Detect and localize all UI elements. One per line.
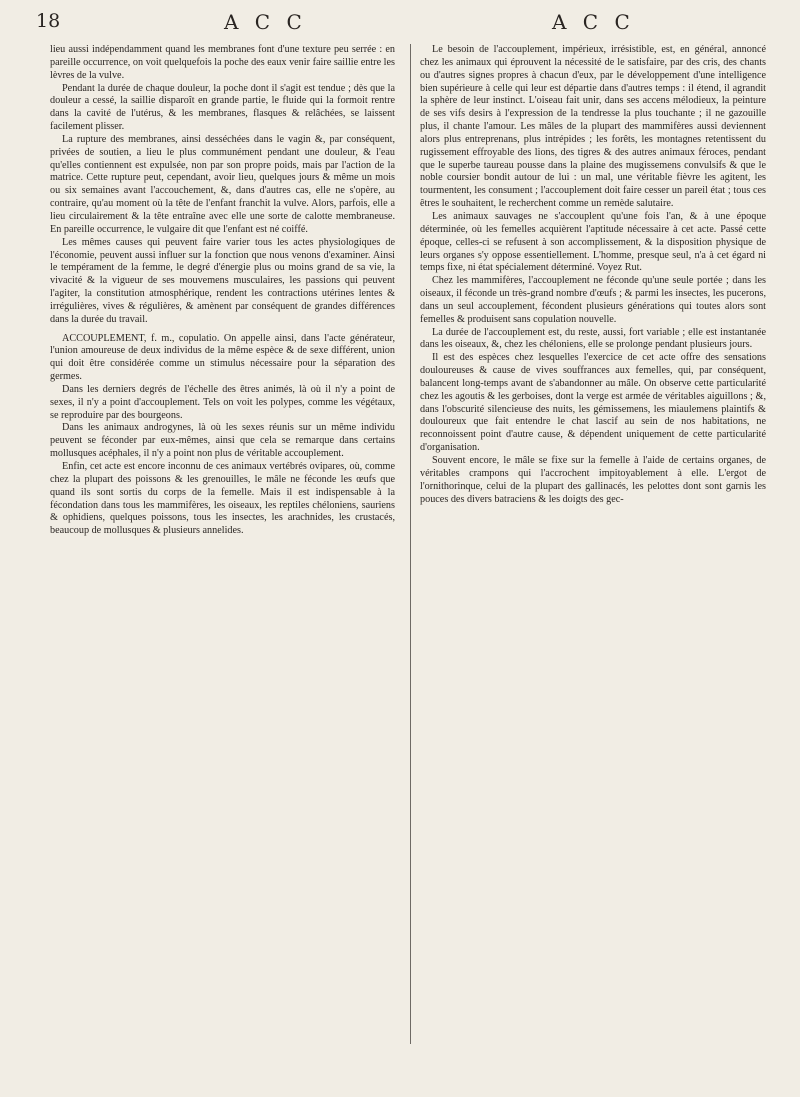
left-column xyxy=(50,44,395,538)
paragraph: Dans les derniers degrés de l'échelle des êtres animés, là où il n'y a point de sexes, il n'y a point d'accouplement. Tels on voit les polypes, comme les végétaux, se reproduire par des bourgeons. xyxy=(50,383,395,421)
paragraph: Enfin, cet acte est encore inconnu de ces animaux vertébrés ovipares, où, comme chez la plupart des poissons & les grenouilles, le mâle ne féconde les œufs que quand ils sont sortis du corps de la femelle. Mais il est indispensable à la fécondation dans tous les mammifères, les oiseaux, les reptiles chéloniens, sauriens & ophidiens, quelques poissons, tous les insectes, les arachnides, les crustacés, beaucoup de mollusques & plusieurs annelides. xyxy=(50,461,395,537)
page-number: 18 xyxy=(36,10,61,32)
paragraph: Les mêmes causes qui peuvent faire varier tous les actes physiologiques de l'économie, peuvent aussi influer sur la fonction que nous venons d'examiner. Ainsi le tempérament de la femme, le degré d'énergie plus ou moins grand de sa vie, la vivacité & la vigueur de ses mouvemens musculaires, les passions qui peuvent l'agiter, la constitution atmosphérique, rendent les contractions utérines lentes & irrégulières, vives & régulières, & amènent par conséquent de grandes différences dans la durée du travail. xyxy=(50,236,395,325)
paragraph: Les animaux sauvages ne s'accouplent qu'une fois l'an, & à une époque déterminée, où les femelles acquièrent l'aptitude nécessaire à cet acte. Passé cette époque, celles-ci se refusent à son accomplissement, & la disposition physique de leurs organes s'y oppose essentiellement. L'homme, presque seul, n'a à cet égard ni temps fixe, ni état spécialement déterminé. Voyez Rut. xyxy=(420,210,766,274)
running-head-left: A C C xyxy=(224,10,307,34)
column-divider xyxy=(410,44,411,1044)
running-head-right: A C C xyxy=(552,10,635,34)
entry-accouplement: ACCOUPLEMENT, f. m., copulatio. On appelle ainsi, dans l'acte générateur, l'union amoureuse de deux individus de la même espèce & de sexe différent, union qui doit être considérée comme un stimulus nécessaire pour la séparation des germes. xyxy=(50,332,395,383)
paragraph: La rupture des membranes, ainsi desséchées dans le vagin &, par conséquent, privées de soutien, a lieu le plus communément pendant une douleur, & l'eau qu'elles contiennent est expulsée, non par son propre poids, mais par l'action de la matrice. Cette rupture peut, cependant, avoir lieu, quelques jours & même un mois ou six semaines avant l'accouchement, &, dans d'autres cas, elle ne s'opère, au contraire, qu'au moment où la tête de l'enfant franchit la vulve. Alors, parfois, elle a lieu circulairement & la tête entraîne avec elle une sorte de calotte membraneuse. En pareille occurrence, le vulgaire dit que l'enfant est né coiffé. xyxy=(50,133,395,235)
paragraph: Il est des espèces chez lesquelles l'exercice de cet acte offre des sensations douloureuses & cause de vives souffrances aux femelles, qui, par conséquent, balancent long-temps avant de s'abandonner au mâle. On observe cette particularité chez les agoutis & les gerboises, dont la verge est armée de véritables aiguillons ; &, dans l'obscurité silencieuse des nuits, les gémissemens, les miaulemens plaintifs & douloureux que fait entendre le chat lascif au sein de nos habitations, ne reconnoissent point d'autre cause, & dépendent uniquement de cette particularité d'organisation. xyxy=(420,352,766,454)
right-column xyxy=(420,44,766,506)
page-header xyxy=(0,6,800,34)
paragraph: Chez les mammifères, l'accouplement ne féconde qu'une seule portée ; dans les oiseaux, il féconde un très-grand nombre d'œufs ; & parmi les insectes, les pucerons, dans un seul accouplement, fécondent plusieurs générations qui toutes alors sont femelles & produisent sans copulation nouvelle. xyxy=(420,275,766,325)
paragraph: Le besoin de l'accouplement, impérieux, irrésistible, est, en général, annoncé chez les animaux qui éprouvent la nécessité de le satisfaire, par des cris, des chants ou d'autres signes propres à chacun d'eux, par le développement d'une intelligence bien supérieure à celle qui leur est départie dans d'autres temps : il étend, il agrandit la sphère de leur instinct. L'oiseau fait unir, dans ses accens mélodieux, la peinture de ses vifs desirs à l'expression de la tendresse la plus touchante ; il ne gazouille plus, il chante l'amour. Les mâles de la plupart des mammifères aussi deviennent alors plus entreprenans, plus intrépides ; les forêts, les montagnes retentissent du rugissement effroyable des lions, des tigres & des autres animaux féroces, pendant que le superbe taureau pousse dans la plaine des mugissemens convulsifs & que le noble coursier bondit autour de lui : un mal, une véritable fièvre les agitent, les tourmentent, les consument ; l'accouplement doit faire cesser un pareil état ; tous ces êtres le souhaitent, le recherchent comme un remède salutaire. xyxy=(420,44,766,210)
paragraph: Pendant la durée de chaque douleur, la poche dont il s'agit est tendue ; dès que la douleur a cessé, la saillie disparoît en grande partie, le fluide qui la formoit rentre dans la cavité de l'utérus, & les membranes, flasques & relâchées, se laissent facilement plisser. xyxy=(50,82,395,133)
paragraph: La durée de l'accouplement est, du reste, aussi, fort variable ; elle est instantanée dans les oiseaux, &, chez les chéloniens, elle se prolonge pendant plusieurs jours. xyxy=(420,326,766,351)
paragraph: lieu aussi indépendamment quand les membranes font d'une texture peu serrée : en pareille occurrence, on voit quelquefois la poche des eaux venir faire saillie entre les lèvres de la vulve. xyxy=(50,44,395,81)
paragraph: Souvent encore, le mâle se fixe sur la femelle à l'aide de certains organes, de véritables crampons qui l'accrochent impitoyablement à elle. L'ergot de l'ornithorinque, celui de la plupart des gallinacés, les pelottes dont sont garnis les pouces des divers batraciens & les doigts des gec- xyxy=(420,455,766,505)
paragraph: Dans les animaux androgynes, là où les sexes réunis sur un même individu peuvent se féconder par eux-mêmes, ainsi que cela se remarque dans certains mollusques acéphales, il n'y a point non plus de véritable accouplement. xyxy=(50,422,395,460)
